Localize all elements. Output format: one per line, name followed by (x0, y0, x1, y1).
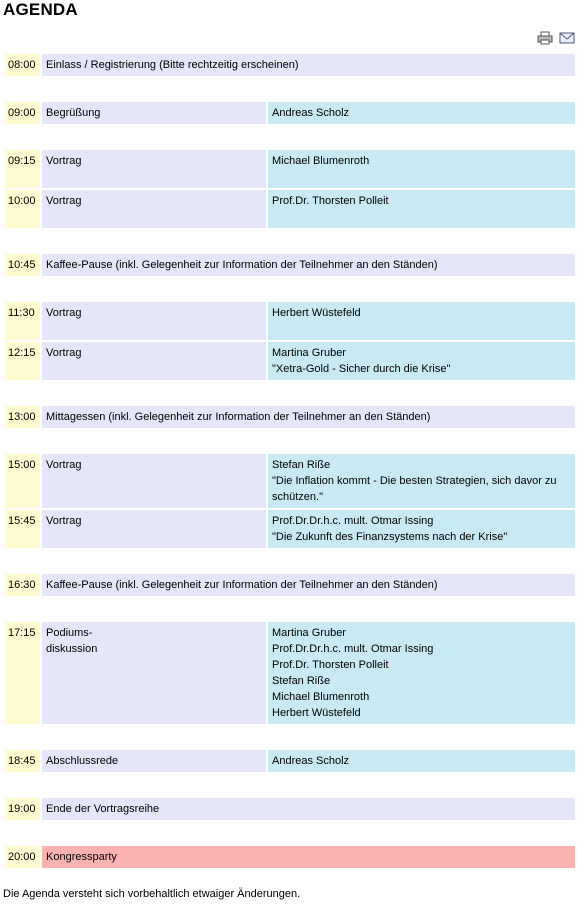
row-topic: Kaffee-Pause (inkl. Gelegenheit zur Information der Teilnehmer an den Ständen) (42, 574, 575, 596)
row-time: 18:45 (5, 750, 40, 772)
row-topic: Vortrag (42, 454, 266, 508)
row-speaker: Michael Blumenroth (268, 150, 575, 188)
agenda-row (5, 574, 575, 596)
agenda-row (5, 846, 575, 868)
row-speaker: Prof.Dr. Thorsten Polleit (268, 190, 575, 228)
agenda-row (5, 798, 575, 820)
row-topic: Ende der Vortragsreihe (42, 798, 575, 820)
row-time: 09:15 (5, 150, 40, 188)
agenda-row (5, 102, 575, 124)
row-topic: Vortrag (42, 302, 266, 340)
email-icon[interactable] (559, 31, 575, 45)
agenda-row (5, 510, 575, 548)
row-topic: Einlass / Registrierung (Bitte rechtzeitig erscheinen) (42, 54, 575, 76)
agenda-row (5, 454, 575, 508)
page-title: AGENDA (3, 0, 78, 19)
row-topic: Abschlussrede (42, 750, 266, 772)
row-time: 17:15 (5, 622, 40, 724)
row-time: 10:45 (5, 254, 40, 276)
row-topic: Mittagessen (inkl. Gelegenheit zur Information der Teilnehmer an den Ständen) (42, 406, 575, 428)
row-time: 08:00 (5, 54, 40, 76)
row-topic: Begrüßung (42, 102, 266, 124)
agenda-row (5, 302, 575, 340)
row-speaker: Martina Gruber Prof.Dr.Dr.h.c. mult. Otmar Issing Prof.Dr. Thorsten Polleit Stefan Riße Michael Blumenroth Herbert Wüstefeld (268, 622, 575, 724)
row-time: 12:15 (5, 342, 40, 380)
row-speaker: Andreas Scholz (268, 102, 575, 124)
disclaimer-note: Die Agenda versteht sich vorbehaltlich etwaiger Änderungen. (3, 888, 301, 900)
row-speaker: Herbert Wüstefeld (268, 302, 575, 340)
print-icon[interactable] (537, 31, 553, 45)
row-time: 10:00 (5, 190, 40, 228)
row-time: 09:00 (5, 102, 40, 124)
agenda-row (5, 342, 575, 380)
toolbar (537, 31, 575, 45)
row-time: 20:00 (5, 846, 40, 868)
row-topic: Kongressparty (42, 846, 575, 868)
agenda-row (5, 54, 575, 76)
row-time: 11:30 (5, 302, 40, 340)
agenda-row (5, 150, 575, 188)
row-time: 15:45 (5, 510, 40, 548)
row-speaker: Martina Gruber "Xetra-Gold - Sicher durch die Krise" (268, 342, 575, 380)
row-time: 15:00 (5, 454, 40, 508)
row-topic: Vortrag (42, 150, 266, 188)
row-time: 13:00 (5, 406, 40, 428)
agenda-row (5, 254, 575, 276)
row-topic: Kaffee-Pause (inkl. Gelegenheit zur Information der Teilnehmer an den Ständen) (42, 254, 575, 276)
row-time: 19:00 (5, 798, 40, 820)
agenda-row (5, 622, 575, 724)
row-topic: Vortrag (42, 510, 266, 548)
row-topic: Podiums- diskussion (42, 622, 266, 724)
agenda-row (5, 750, 575, 772)
agenda-row (5, 190, 575, 228)
row-topic: Vortrag (42, 190, 266, 228)
agenda-row (5, 406, 575, 428)
row-speaker: Prof.Dr.Dr.h.c. mult. Otmar Issing "Die Zukunft des Finanzsystems nach der Krise" (268, 510, 575, 548)
row-topic: Vortrag (42, 342, 266, 380)
row-speaker: Andreas Scholz (268, 750, 575, 772)
row-speaker: Stefan Riße "Die Inflation kommt - Die besten Strategien, sich davor zu schützen." (268, 454, 575, 508)
row-time: 16:30 (5, 574, 40, 596)
